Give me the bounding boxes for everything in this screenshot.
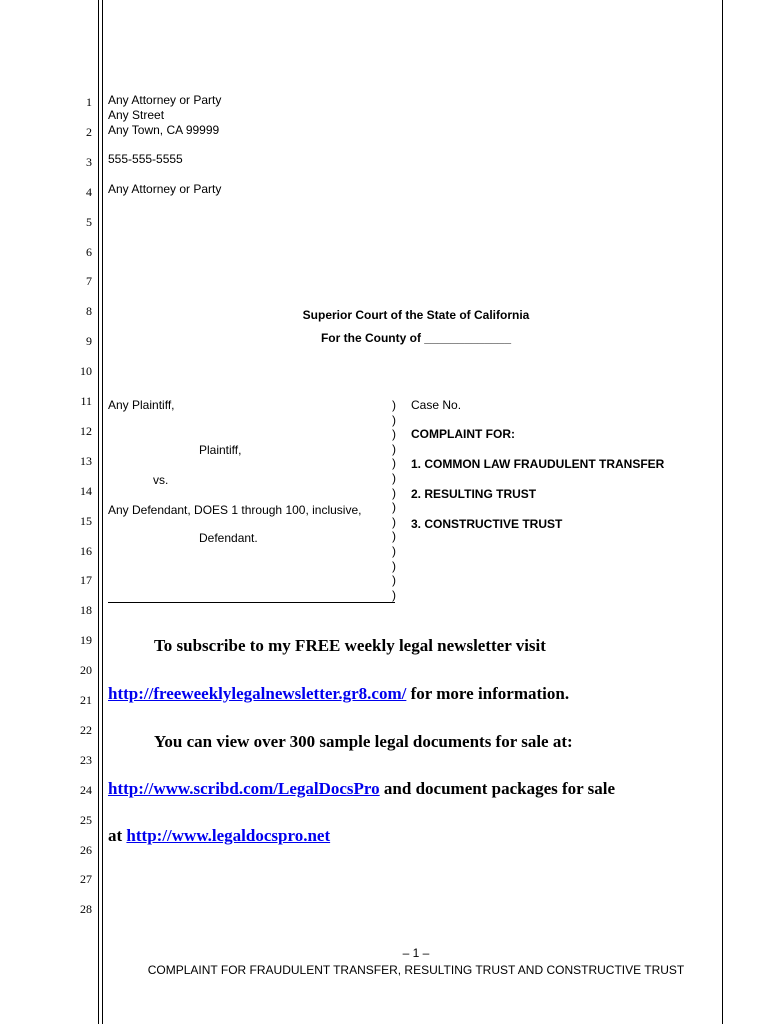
plaintiff-name: Any Plaintiff,: [108, 398, 175, 412]
cause-of-action-2: 2. RESULTING TRUST: [411, 487, 537, 501]
line-number: 5: [86, 214, 92, 229]
defendant-label: Defendant.: [199, 531, 258, 545]
caption-paren: ): [392, 500, 396, 515]
cause-of-action-1: 1. COMMON LAW FRAUDULENT TRANSFER: [411, 457, 665, 471]
versus: vs.: [153, 473, 169, 487]
line-number: 6: [86, 244, 92, 259]
scribd-link[interactable]: http://www.scribd.com/LegalDocsPro: [108, 779, 380, 798]
scribd-suffix: and document packages for sale: [379, 779, 616, 798]
right-margin-rule: [722, 0, 723, 1024]
line-number: 21: [80, 693, 92, 707]
caption-paren: ): [392, 427, 396, 442]
caption-paren: ): [392, 529, 396, 544]
line-number: 13: [80, 453, 92, 468]
line-number: 17: [80, 573, 92, 588]
line-number: 18: [80, 603, 92, 618]
line-number: 15: [80, 513, 92, 528]
line-number: 23: [80, 752, 92, 767]
caption-paren: ): [392, 485, 396, 500]
attorney-street: Any Street: [108, 108, 165, 122]
cause-of-action-3: 3. CONSTRUCTIVE TRUST: [411, 517, 563, 531]
line-number: 24: [80, 782, 92, 797]
line-number: 3: [86, 154, 92, 169]
attorney-phone: 555-555-5555: [108, 152, 183, 166]
court-name: Superior Court of the State of California: [302, 308, 530, 322]
caption-underline: [108, 602, 395, 603]
legaldocspro-prefix: at: [108, 826, 127, 845]
newsletter-line: [108, 684, 569, 704]
attorney-city: Any Town, CA 99999: [108, 123, 220, 137]
line-number: 2: [86, 124, 92, 139]
line-number: 26: [80, 842, 92, 857]
complaint-for-heading: COMPLAINT FOR:: [411, 427, 515, 441]
line-number: 25: [80, 812, 92, 827]
line-number: 1: [86, 95, 92, 109]
page-number: – 1 –: [402, 946, 430, 960]
line-number: 14: [80, 483, 92, 498]
line-number: 4: [86, 184, 92, 199]
left-margin-rule-inner: [102, 0, 103, 1024]
caption-paren: ): [392, 514, 396, 529]
newsletter-text: To subscribe to my FREE weekly legal newsletter visit: [154, 636, 546, 655]
sample-docs-text: You can view over 300 sample legal documents for sale at:: [154, 732, 573, 751]
line-number: 28: [80, 902, 92, 917]
caption-paren: ): [392, 456, 396, 471]
line-number: 27: [80, 872, 92, 887]
caption-paren: ): [392, 587, 396, 602]
line-number: 19: [80, 633, 92, 648]
plaintiff-label: Plaintiff,: [199, 443, 242, 457]
attorney-for: Any Attorney or Party: [108, 182, 222, 196]
newsletter-suffix: for more information.: [406, 684, 570, 703]
line-number: 12: [80, 423, 92, 438]
line-number: 11: [80, 394, 92, 408]
caption-paren: ): [392, 573, 396, 588]
footer-title: COMPLAINT FOR FRAUDULENT TRANSFER, RESULTING TRUST AND CONSTRUCTIVE TRUST: [147, 963, 685, 977]
caption-paren: ): [392, 558, 396, 573]
newsletter-link[interactable]: http://freeweeklylegalnewsletter.gr8.com/: [108, 684, 407, 703]
line-number: 9: [86, 334, 92, 349]
legaldocspro-line: [108, 826, 330, 846]
attorney-name: Any Attorney or Party: [108, 93, 222, 107]
line-number: 20: [80, 663, 92, 678]
line-number: 16: [80, 543, 92, 558]
scribd-line: [108, 779, 615, 799]
caption-paren: ): [392, 471, 396, 485]
court-county: For the County of _____________: [320, 331, 512, 345]
caption-paren: ): [392, 412, 396, 427]
case-number-label: Case No.: [411, 398, 462, 412]
defendant-name: Any Defendant, DOES 1 through 100, inclusive,: [108, 503, 362, 517]
caption-paren: ): [392, 544, 396, 558]
caption-paren: ): [392, 441, 396, 456]
caption-paren: ): [392, 398, 396, 412]
line-number: 8: [86, 304, 92, 319]
line-number: 22: [80, 722, 92, 737]
line-number: 10: [80, 364, 92, 379]
left-margin-rule-outer: [98, 0, 99, 1024]
legaldocspro-link[interactable]: http://www.legaldocspro.net: [126, 826, 331, 845]
line-number: 7: [86, 274, 92, 289]
